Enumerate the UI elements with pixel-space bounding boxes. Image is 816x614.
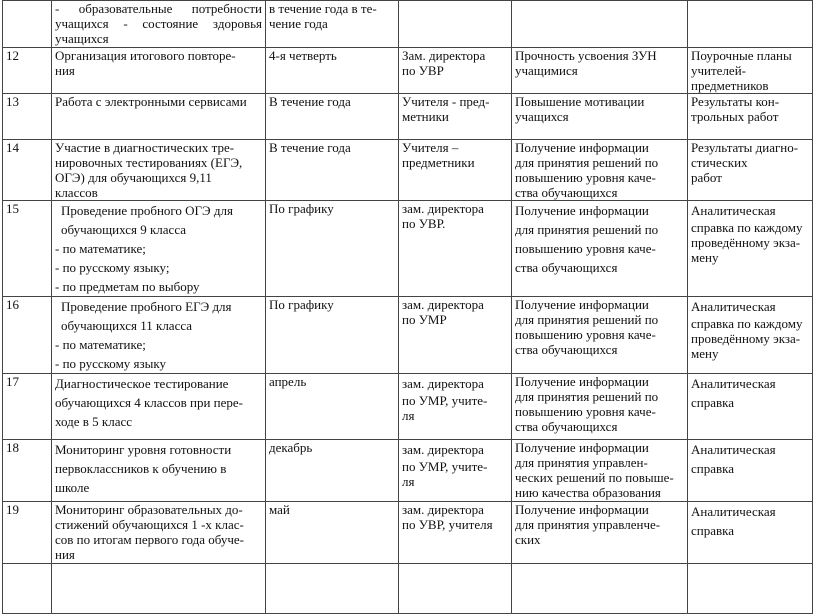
cell-line: ля	[402, 474, 415, 489]
term-cell	[266, 48, 399, 94]
term-cell	[266, 297, 399, 374]
table-row	[3, 374, 813, 440]
cell-line: справка по каждому	[691, 316, 803, 331]
cell-line: повышению уровня каче-	[515, 241, 656, 256]
cell-line: - по русскому языку	[55, 356, 167, 371]
cell-line: предметников	[691, 78, 769, 93]
cell-line: Аналитическая	[691, 376, 776, 391]
cell-line: для принятия решений по	[515, 389, 659, 404]
cell-line: В течение года	[269, 140, 351, 155]
cell-line: Получение информации	[515, 502, 649, 517]
cell-line: для принятия управлен-	[515, 455, 648, 470]
cell-line: Получение информации	[515, 297, 649, 312]
row-number: 16	[3, 297, 52, 374]
cell-line: мену	[691, 346, 719, 361]
cell-line: для принятия решений по	[515, 222, 659, 237]
cell-line: Аналитическая	[691, 203, 776, 218]
cell-line: сов по итогам первого года обуче-	[55, 532, 244, 547]
responsible-cell	[399, 374, 512, 440]
cell-line: зам. директора	[402, 502, 484, 517]
cell-line: повышению уровня каче-	[515, 327, 656, 342]
form-cell	[688, 140, 813, 201]
cell-line: зам. директора	[402, 201, 484, 216]
table-row	[3, 502, 813, 564]
result-cell	[512, 201, 688, 297]
cell-line: стижений обучающихся 1 -х клас-	[55, 517, 244, 532]
row-number: 12	[3, 48, 52, 94]
term-cell	[266, 374, 399, 440]
cell-line: зам. директора	[402, 297, 484, 312]
cell-line: справка	[691, 395, 735, 410]
cell-line: ства обучающихся	[515, 342, 618, 357]
form-cell	[688, 48, 813, 94]
cell-line: ния	[55, 63, 75, 78]
cell-line: по УВР.	[402, 216, 446, 231]
table-row	[3, 48, 813, 94]
cell-line: справка	[691, 523, 735, 538]
plan-table	[2, 0, 813, 614]
responsible-cell	[399, 94, 512, 140]
result-cell	[512, 564, 688, 614]
event-cell	[52, 440, 266, 502]
row-number: 18	[3, 440, 52, 502]
cell-line: школе	[55, 480, 90, 495]
result-cell	[512, 374, 688, 440]
event-cell	[52, 374, 266, 440]
cell-line: По графику	[269, 297, 334, 312]
responsible-cell	[399, 502, 512, 564]
cell-line: ля	[402, 408, 415, 423]
cell-line: мену	[691, 250, 719, 265]
cell-line: ства обучающихся	[515, 185, 618, 200]
cell-line: по УМР	[402, 312, 447, 327]
cell-line: апрель	[269, 374, 307, 389]
cell-line: для принятия решений по	[515, 312, 659, 327]
cell-line: зам. директора	[402, 376, 484, 391]
cell-line: проведённому экза-	[691, 331, 801, 346]
cell-line: Проведение пробного ЕГЭ для	[61, 299, 232, 314]
cell-line: для принятия решений по	[515, 155, 659, 170]
cell-line: - по математике;	[55, 241, 146, 256]
cell-line: нию качества образования	[515, 485, 661, 500]
cell-line: В течение года	[269, 94, 351, 109]
cell-line: Результаты диагно-	[691, 140, 799, 155]
cell-line: - образовательные потребности учащихся - состояние здоровья учащихся	[55, 1, 262, 46]
term-cell	[266, 502, 399, 564]
result-cell	[512, 297, 688, 374]
cell-line: справка по каждому	[691, 220, 803, 235]
cell-line: Прочность усвоения ЗУН	[515, 48, 657, 63]
form-cell	[688, 502, 813, 564]
cell-line: По графику	[269, 201, 334, 216]
cell-line: Организация итогового повторе-	[55, 48, 236, 63]
cell-line: Мониторинг уровня готовности	[55, 442, 232, 457]
responsible-cell	[399, 201, 512, 297]
cell-line: Диагностическое тестирование	[55, 376, 229, 391]
cell-line: обучающихся 4 классов при пере-	[55, 395, 243, 410]
row-number: 14	[3, 140, 52, 201]
cell-line: учителей-	[691, 63, 746, 78]
cell-line: декабрь	[269, 440, 313, 455]
cell-line: Получение информации	[515, 440, 649, 455]
event-cell	[52, 94, 266, 140]
table-row	[3, 94, 813, 140]
row-number: 13	[3, 94, 52, 140]
cell-line: чение года	[269, 16, 328, 31]
cell-line: Получение информации	[515, 374, 649, 389]
event-cell	[52, 140, 266, 201]
row-number: 19	[3, 502, 52, 564]
cell-line: 4-я четверть	[269, 48, 337, 63]
cell-line: Зам. директора	[402, 48, 486, 63]
responsible-cell	[399, 1, 512, 48]
form-cell	[688, 440, 813, 502]
cell-line: обучающихся 11 класса	[61, 318, 193, 333]
result-cell	[512, 1, 688, 48]
cell-line: по УМР, учите-	[402, 459, 488, 474]
form-cell	[688, 564, 813, 614]
form-cell	[688, 374, 813, 440]
cell-line: метники	[402, 109, 449, 124]
cell-line: стических	[691, 155, 748, 170]
cell-line: Поурочные планы	[691, 48, 792, 63]
cell-line: - по русскому языку;	[55, 260, 170, 275]
cell-line: предметники	[402, 155, 475, 170]
term-cell	[266, 94, 399, 140]
row-number: 15	[3, 201, 52, 297]
cell-line: ния	[55, 547, 75, 562]
row-number	[3, 564, 52, 614]
cell-line: Аналитическая	[691, 504, 776, 519]
cell-line: Получение информации	[515, 140, 649, 155]
result-cell	[512, 94, 688, 140]
cell-line: учащихся	[515, 109, 569, 124]
cell-line: по УВР, учителя	[402, 517, 493, 532]
cell-line: ства обучающихся	[515, 419, 618, 434]
responsible-cell	[399, 297, 512, 374]
cell-line: обучающихся 9 класса	[61, 222, 187, 237]
cell-line: по УВР	[402, 63, 444, 78]
cell-line: работ	[691, 170, 722, 185]
cell-line: Аналитическая	[691, 442, 776, 457]
cell-line: проведённому экза-	[691, 235, 801, 250]
cell-line: по УМР, учите-	[402, 393, 488, 408]
cell-line: нировочных тестированиях (ЕГЭ,	[55, 155, 243, 170]
cell-line: трольных работ	[691, 109, 779, 124]
cell-line: Мониторинг образовательных до-	[55, 502, 243, 517]
cell-line: повышению уровня каче-	[515, 404, 656, 419]
responsible-cell	[399, 564, 512, 614]
cell-line: ских	[515, 532, 541, 547]
term-cell	[266, 440, 399, 502]
cell-line: зам. директора	[402, 442, 484, 457]
cell-line: учащимися	[515, 63, 578, 78]
cell-line: ходе в 5 класс	[55, 414, 133, 429]
term-cell	[266, 140, 399, 201]
cell-line: ства обучающихся	[515, 260, 618, 275]
table-row	[3, 440, 813, 502]
result-cell	[512, 502, 688, 564]
table-row	[3, 201, 813, 297]
event-cell	[52, 297, 266, 374]
cell-line: в течение года в те-	[269, 1, 377, 16]
form-cell	[688, 1, 813, 48]
cell-line: ОГЭ) для обучающихся 9,11	[55, 170, 212, 185]
cell-line: ческих решений по повыше-	[515, 470, 674, 485]
row-number	[3, 1, 52, 48]
term-cell	[266, 564, 399, 614]
row-number: 17	[3, 374, 52, 440]
cell-line: Учителя –	[402, 140, 459, 155]
event-cell	[52, 502, 266, 564]
cell-line: для принятия управленче-	[515, 517, 661, 532]
event-cell	[52, 48, 266, 94]
cell-line: первоклассников к обучению в	[55, 461, 227, 476]
event-cell	[52, 1, 266, 48]
cell-line: Проведение пробного ОГЭ для	[61, 203, 233, 218]
cell-line: Получение информации	[515, 203, 649, 218]
cell-line: Повышение мотивации	[515, 94, 645, 109]
cell-line: Учителя - пред-	[402, 94, 490, 109]
term-cell	[266, 1, 399, 48]
table-row	[3, 140, 813, 201]
event-cell	[52, 564, 266, 614]
cell-line: май	[269, 502, 290, 517]
table-row	[3, 1, 813, 48]
cell-line: классов	[55, 185, 98, 200]
result-cell	[512, 440, 688, 502]
cell-line: Участие в диагностических тре-	[55, 140, 235, 155]
responsible-cell	[399, 440, 512, 502]
cell-line: - по математике;	[55, 337, 146, 352]
cell-line: повышению уровня каче-	[515, 170, 656, 185]
cell-line: справка	[691, 461, 735, 476]
cell-line: Работа с электронными сервисами	[55, 94, 247, 109]
table-row	[3, 564, 813, 614]
cell-line: Результаты кон-	[691, 94, 780, 109]
result-cell	[512, 140, 688, 201]
result-cell	[512, 48, 688, 94]
responsible-cell	[399, 48, 512, 94]
form-cell	[688, 297, 813, 374]
form-cell	[688, 201, 813, 297]
cell-line: Аналитическая	[691, 299, 776, 314]
responsible-cell	[399, 140, 512, 201]
cell-line: - по предметам по выбору	[55, 279, 200, 294]
form-cell	[688, 94, 813, 140]
event-cell	[52, 201, 266, 297]
term-cell	[266, 201, 399, 297]
table-row	[3, 297, 813, 374]
